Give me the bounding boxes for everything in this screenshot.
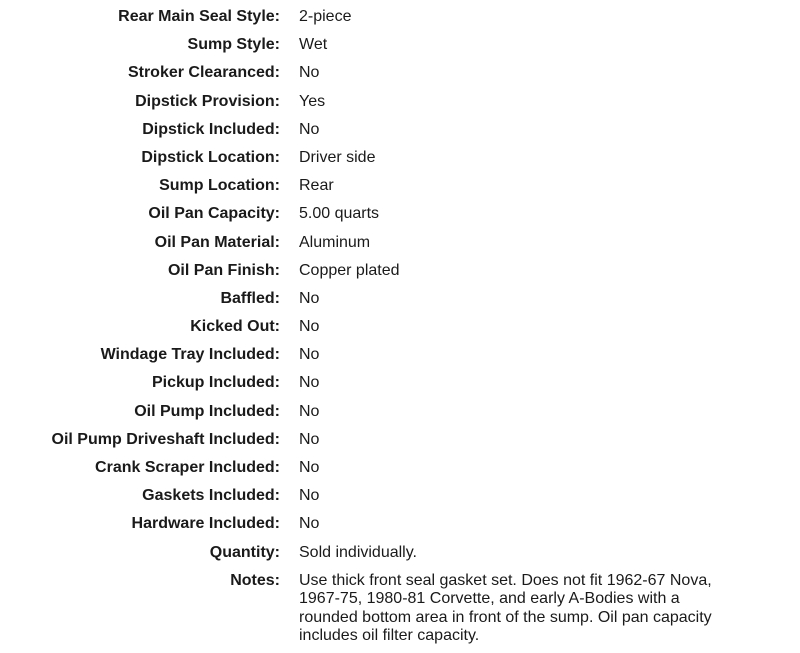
spec-value: No (299, 318, 320, 336)
notes-text (299, 568, 779, 646)
spec-label: Stroker Clearanced: (127, 64, 280, 82)
notes-line: includes oil filter capacity. (299, 627, 480, 645)
spec-value: 2-piece (299, 8, 352, 25)
spec-value: No (299, 374, 320, 392)
spec-row-oil-pan-finish (0, 258, 800, 286)
spec-row-hardware-included (0, 511, 800, 539)
spec-row-kicked-out (0, 314, 800, 342)
spec-row-sump-location (0, 173, 800, 201)
spec-label: Oil Pump Driveshaft Included: (51, 430, 280, 448)
spec-row-oil-pump-included (0, 399, 800, 427)
spec-value: No (299, 487, 320, 505)
spec-value: No (299, 459, 320, 476)
spec-row-dipstick-included (0, 117, 800, 145)
spec-label: Hardware Included: (131, 515, 280, 533)
spec-label: Dipstick Provision: (135, 92, 280, 110)
spec-row-sump-style (0, 32, 800, 60)
spec-value: 5.00 quarts (299, 205, 380, 223)
spec-row-oil-pan-capacity (0, 201, 800, 229)
spec-row-rear-main-seal-style (0, 4, 800, 32)
spec-label: Kicked Out: (190, 318, 280, 336)
spec-row-oil-pan-material (0, 230, 800, 258)
spec-value: No (299, 64, 320, 82)
spec-label: Oil Pan Material: (154, 233, 280, 251)
notes-line: rounded bottom area in front of the sump. Oil pan capacity (299, 608, 712, 626)
spec-value: Wet (299, 36, 328, 54)
spec-row-dipstick-provision (0, 89, 800, 117)
spec-label: Rear Main Seal Style: (118, 8, 280, 25)
spec-value: Sold individually. (299, 543, 417, 561)
spec-row-notes (0, 568, 800, 646)
spec-value: No (299, 289, 320, 307)
spec-label: Pickup Included: (151, 374, 280, 392)
spec-value: No (299, 346, 320, 364)
spec-value: Yes (299, 92, 326, 110)
spec-row-windage-tray-included (0, 342, 800, 370)
spec-label: Windage Tray Included: (100, 346, 280, 364)
spec-row-crank-scraper-included (0, 455, 800, 483)
spec-value: Copper plated (299, 261, 400, 279)
notes-label: Notes: (230, 571, 280, 589)
notes-line: 1967-75, 1980-81 Corvette, and early A-Bodies with a (299, 590, 680, 608)
spec-label: Gaskets Included: (142, 487, 280, 505)
spec-label: Sump Style: (187, 36, 280, 54)
spec-row-dipstick-location (0, 145, 800, 173)
spec-row-gaskets-included (0, 483, 800, 511)
spec-table (0, 4, 800, 646)
spec-label: Oil Pan Capacity: (148, 205, 280, 223)
spec-value: No (299, 515, 320, 533)
spec-value: Aluminum (299, 233, 371, 251)
spec-label: Baffled: (220, 289, 280, 307)
spec-row-pickup-included (0, 370, 800, 398)
spec-label: Oil Pump Included: (134, 402, 280, 420)
spec-row-quantity (0, 540, 800, 568)
spec-row-oil-pump-driveshaft-included (0, 427, 800, 455)
spec-value: Driver side (299, 148, 376, 166)
spec-row-stroker-clearanced (0, 60, 800, 88)
spec-row-baffled (0, 286, 800, 314)
spec-label: Dipstick Included: (142, 120, 280, 138)
spec-value: No (299, 402, 320, 420)
spec-value: No (299, 120, 320, 138)
spec-label: Quantity: (209, 543, 280, 561)
spec-value: No (299, 430, 320, 448)
notes-line: Use thick front seal gasket set. Does not fit 1962-67 Nova, (299, 571, 712, 589)
spec-label: Oil Pan Finish: (167, 261, 280, 279)
spec-label: Dipstick Location: (141, 148, 280, 166)
spec-label: Crank Scraper Included: (95, 459, 280, 476)
spec-label: Sump Location: (159, 177, 280, 195)
spec-value: Rear (299, 177, 334, 195)
